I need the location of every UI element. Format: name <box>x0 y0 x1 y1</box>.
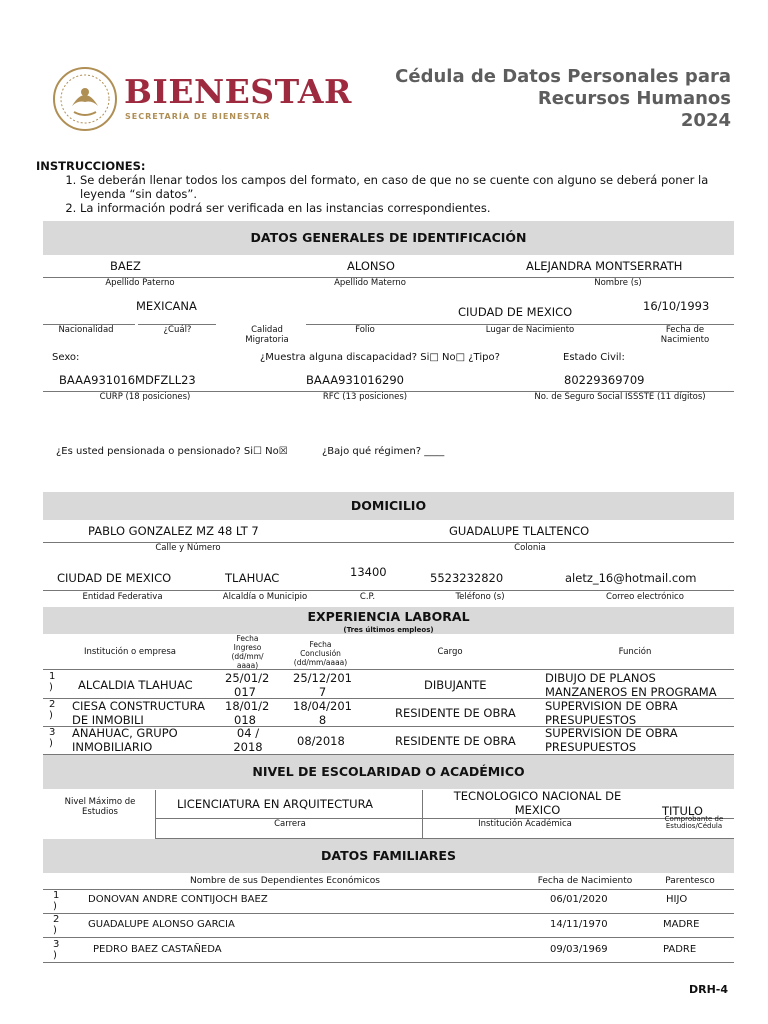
section-header-familiares: DATOS FAMILIARES <box>43 839 734 873</box>
telefono-value: 5523232820 <box>430 571 504 585</box>
label-nacionalidad: Nacionalidad <box>58 325 114 335</box>
rfc-value: BAAA931016290 <box>306 373 404 387</box>
page-title <box>395 66 731 132</box>
label-entidad: Entidad Federativa <box>82 592 163 602</box>
exp-conclusion: 08/2018 <box>297 734 345 748</box>
divider <box>43 962 734 963</box>
instruction-item: 1. Se deberán llenar todos los campos del formato, en caso de que no se cuente con alguno se deberá poner la leyenda “sin datos”. <box>80 173 736 201</box>
row-number: 3 ) <box>49 727 56 749</box>
section-header-general: DATOS GENERALES DE IDENTIFICACIÓN <box>43 221 734 255</box>
familiar-parentesco: MADRE <box>663 919 700 930</box>
exp-cargo: RESIDENTE DE OBRA <box>395 706 516 720</box>
label-institucion: Institución Académica <box>478 819 572 829</box>
label-telefono: Teléfono (s) <box>455 592 505 602</box>
instruction-item: 2. La información podrá ser verificada en las instancias correspondientes. <box>80 201 736 215</box>
pension-question: ¿Es usted pensionada o pensionado? Si☐ No☒ <box>56 446 288 457</box>
brand-subtitle: SECRETARÍA DE BIENESTAR <box>125 112 271 121</box>
curp-value: BAAA931016MDFZLL23 <box>59 373 196 387</box>
divider <box>43 590 734 591</box>
estado-civil-label: Estado Civil: <box>563 352 625 363</box>
familiar-nombre: PEDRO BAEZ CASTAÑEDA <box>93 944 222 955</box>
col-fecha-nacimiento: Fecha de Nacimiento <box>537 876 633 886</box>
label-calle: Calle y Número <box>155 543 221 553</box>
label-curp: CURP (18 posiciones) <box>99 392 191 402</box>
label-nss: No. de Seguro Social ISSSTE (11 dígitos) <box>534 392 706 402</box>
label-calidad-migratoria: Calidad Migratoria <box>245 325 289 345</box>
col-parentesco: Parentesco <box>665 876 715 886</box>
nacionalidad-value: MEXICANA <box>136 299 197 313</box>
nombre-value: ALEJANDRA MONTSERRATH <box>526 259 683 273</box>
correo-value: aletz_16@hotmail.com <box>565 571 697 585</box>
eagle-seal-icon <box>52 66 118 132</box>
experiencia-subheading: (Tres últimos empleos) <box>343 626 434 634</box>
exp-institucion: ALCALDIA TLAHUAC <box>78 678 193 692</box>
label-carrera: Carrera <box>274 819 306 829</box>
exp-funcion: SUPERVISION DE OBRA PRESUPUESTOS <box>545 699 678 727</box>
label-cp: C.P. <box>359 592 376 602</box>
label-fecha-nac: Fecha de Nacimiento <box>660 325 710 345</box>
exp-cargo: RESIDENTE DE OBRA <box>395 734 516 748</box>
section-header-experiencia <box>43 607 734 634</box>
col-ingreso: Fecha Ingreso (dd/mm/ aaaa) <box>231 634 264 670</box>
sexo-label: Sexo: <box>52 352 80 363</box>
familiar-parentesco: PADRE <box>663 944 697 955</box>
exp-cargo: DIBUJANTE <box>424 678 487 692</box>
title-line: Recursos Humanos <box>537 88 731 109</box>
label-colonia: Colonia <box>514 543 546 553</box>
title-line: 2024 <box>680 110 731 131</box>
brand-name: BIENESTAR <box>124 72 352 111</box>
regimen-question: ¿Bajo qué régimen? ____ <box>322 446 445 457</box>
institucion-value: TECNOLOGICO NACIONAL DE MEXICO <box>453 789 622 817</box>
label-comprobante: Comprobante de Estudios/Cédula <box>664 815 724 830</box>
familiar-nombre: DONOVAN ANDRE CONTIJOCH BAEZ <box>88 894 268 905</box>
label-alcaldia: Alcaldía o Municipio <box>222 592 308 602</box>
divider <box>43 913 734 914</box>
experiencia-heading: EXPERIENCIA LABORAL <box>307 609 470 624</box>
lugar-nacimiento-value: CIUDAD DE MEXICO <box>458 305 573 319</box>
row-number: 3 ) <box>53 939 60 961</box>
row-number: 1 ) <box>49 671 56 693</box>
entidad-value: CIUDAD DE MEXICO <box>57 571 172 585</box>
exp-ingreso: 18/01/2 018 <box>225 699 270 727</box>
discapacidad-question: ¿Muestra alguna discapacidad? Si□ No□ ¿Tipo? <box>260 352 500 363</box>
exp-conclusion: 18/04/201 8 <box>293 699 352 727</box>
label-paterno: Apellido Paterno <box>105 278 175 288</box>
exp-ingreso: 04 / 2018 <box>233 726 263 754</box>
row-number: 2 ) <box>53 914 60 936</box>
label-cual: ¿Cuál? <box>163 325 192 335</box>
nss-value: 80229369709 <box>564 373 645 387</box>
colonia-value: GUADALUPE TLALTENCO <box>449 524 590 538</box>
exp-institucion: CIESA CONSTRUCTURA DE INMOBILI <box>72 699 206 727</box>
cp-value: 13400 <box>350 565 387 579</box>
divider <box>43 669 734 670</box>
apellido-materno-value: ALONSO <box>347 259 395 273</box>
instructions-heading: INSTRUCCIONES: <box>36 159 146 173</box>
exp-funcion: SUPERVISION DE OBRA PRESUPUESTOS <box>545 726 678 754</box>
comprobante-value: TITULO <box>662 804 703 818</box>
exp-ingreso: 25/01/2 017 <box>225 671 270 699</box>
label-lugar: Lugar de Nacimiento <box>485 325 575 335</box>
section-header-domicilio: DOMICILIO <box>43 492 734 520</box>
label-nivel-maximo: Nivel Máximo de Estudios <box>64 797 136 817</box>
calle-value: PABLO GONZALEZ MZ 48 LT 7 <box>88 524 259 538</box>
divider <box>155 790 156 838</box>
exp-funcion: DIBUJO DE PLANOS MANZANEROS EN PROGRAMA <box>545 671 717 699</box>
col-nombre-dependiente: Nombre de sus Dependientes Económicos <box>190 876 380 886</box>
row-number: 1 ) <box>53 890 60 912</box>
familiar-fecha: 14/11/1970 <box>550 919 608 930</box>
row-number: 2 ) <box>49 699 56 721</box>
divider <box>43 889 734 890</box>
familiar-parentesco: HIJO <box>666 894 688 905</box>
label-nombre: Nombre (s) <box>594 278 642 288</box>
logo <box>52 66 352 132</box>
title-line: Cédula de Datos Personales para <box>395 66 731 87</box>
exp-institucion: ANAHUAC, GRUPO INMOBILIARIO <box>72 726 178 754</box>
fecha-nacimiento-value: 16/10/1993 <box>643 299 710 313</box>
label-rfc: RFC (13 posiciones) <box>322 392 408 402</box>
familiar-fecha: 06/01/2020 <box>550 894 608 905</box>
section-header-escolaridad: NIVEL DE ESCOLARIDAD O ACADÉMICO <box>43 755 734 789</box>
divider <box>422 790 423 838</box>
divider <box>155 818 734 819</box>
apellido-paterno-value: BAEZ <box>110 259 141 273</box>
label-folio: Folio <box>355 325 375 335</box>
col-conclusion: Fecha Conclusión (dd/mm/aaaa) <box>293 640 348 667</box>
col-funcion: Función <box>618 647 652 657</box>
label-materno: Apellido Materno <box>334 278 406 288</box>
form-code: DRH-4 <box>689 983 729 996</box>
carrera-value: LICENCIATURA EN ARQUITECTURA <box>177 797 373 811</box>
familiar-fecha: 09/03/1969 <box>550 944 608 955</box>
col-institucion: Institución o empresa <box>83 647 177 657</box>
exp-conclusion: 25/12/201 7 <box>293 671 352 699</box>
instructions <box>36 159 736 215</box>
col-cargo: Cargo <box>437 647 463 657</box>
divider <box>43 937 734 938</box>
label-correo: Correo electrónico <box>606 592 684 602</box>
familiar-nombre: GUADALUPE ALONSO GARCIA <box>88 919 235 930</box>
alcaldia-value: TLAHUAC <box>225 571 280 585</box>
